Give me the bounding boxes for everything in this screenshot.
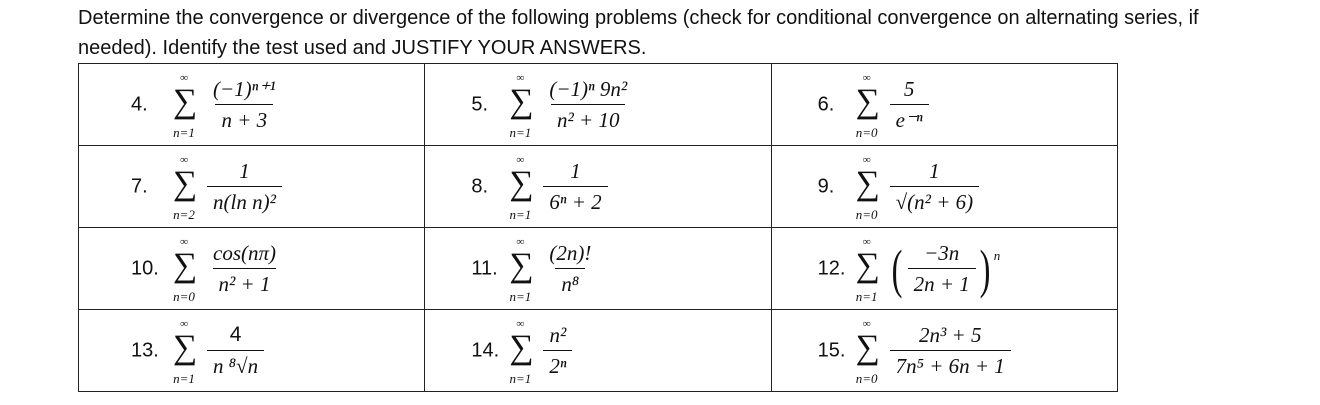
- series-expression: [854, 68, 929, 141]
- upper-limit: ∞: [862, 235, 871, 248]
- left-paren-icon: (: [891, 238, 903, 299]
- right-paren-icon: ): [979, 238, 991, 299]
- problem-cell-10: [79, 228, 425, 310]
- problem-number: 15.: [817, 339, 846, 361]
- problem-number: 4.: [131, 93, 148, 115]
- upper-limit: ∞: [516, 71, 525, 84]
- upper-limit: ∞: [516, 153, 525, 166]
- numerator: n²: [549, 323, 567, 347]
- denominator: n ⁸√n: [207, 350, 264, 379]
- lower-limit: n=1: [509, 370, 532, 386]
- problem-number: 8.: [471, 175, 489, 197]
- denominator: n⁸: [555, 268, 585, 297]
- lower-limit: n=1: [855, 288, 878, 304]
- sigma-icon: ∑: [509, 328, 534, 366]
- fraction: [207, 158, 282, 215]
- lower-limit: n=1: [509, 288, 532, 304]
- sigma-icon: ∑: [509, 246, 534, 284]
- problem-number: 7.: [131, 175, 148, 197]
- problem-number: 11.: [471, 257, 498, 279]
- upper-limit: ∞: [180, 153, 188, 166]
- sigma-symbol: [171, 70, 205, 140]
- numerator: 1: [239, 159, 250, 183]
- problem-number: 12.: [817, 257, 846, 279]
- problem-cell-5: [425, 64, 771, 146]
- sigma-icon: ∑: [509, 82, 534, 120]
- problem-cell-9: [771, 146, 1117, 228]
- lower-limit: n=1: [173, 370, 195, 386]
- numerator: 2n³ + 5: [919, 323, 982, 347]
- upper-limit: ∞: [862, 71, 871, 84]
- problem-cell-11: [425, 228, 771, 310]
- numerator: −3n: [924, 241, 960, 265]
- series-expression: [171, 314, 264, 387]
- problem-cell-6: [771, 64, 1117, 146]
- denominator: 7n⁵ + 6n + 1: [890, 350, 1011, 379]
- table-row: [79, 310, 1118, 392]
- fraction: [543, 240, 597, 297]
- problem-cell-14: [425, 310, 771, 392]
- series-expression: [171, 68, 282, 141]
- numerator: (2n)!: [549, 241, 592, 265]
- sigma-symbol: [507, 234, 541, 304]
- problems-table: [78, 63, 1118, 392]
- series-expression: [507, 232, 597, 305]
- series-expression: [507, 68, 633, 141]
- problem-number: 14.: [471, 339, 500, 361]
- series-expression: [854, 232, 1001, 305]
- problem-number: 6.: [817, 93, 835, 115]
- problem-number: 9.: [817, 175, 835, 197]
- series-expression: [171, 232, 282, 305]
- fraction: [207, 76, 282, 133]
- sigma-icon: ∑: [855, 82, 880, 120]
- denominator: 6ⁿ + 2: [543, 186, 607, 215]
- denominator: n + 3: [215, 104, 273, 133]
- upper-limit: ∞: [180, 71, 188, 84]
- table-row: [79, 146, 1118, 228]
- denominator: 2ⁿ: [543, 350, 572, 379]
- upper-limit: ∞: [516, 235, 525, 248]
- fraction: [543, 322, 572, 379]
- lower-limit: n=0: [855, 206, 878, 222]
- numerator: 1: [570, 159, 581, 183]
- instructions-text: Determine the convergence or divergence of the following problems (check for conditional convergence on alternating series, if needed). Identify the test used and JUSTIFY YOUR ANSWERS.: [78, 7, 1199, 59]
- fraction: [890, 158, 979, 215]
- problem-cell-7: [79, 146, 425, 228]
- denominator: n² + 10: [551, 104, 625, 133]
- series-expression: [507, 314, 572, 387]
- lower-limit: n=1: [509, 124, 532, 140]
- denominator: √(n² + 6): [890, 186, 979, 215]
- lower-limit: n=1: [173, 124, 195, 140]
- fraction: [890, 76, 929, 133]
- problem-cell-13: [79, 310, 425, 392]
- upper-limit: ∞: [862, 317, 871, 330]
- sigma-icon: ∑: [509, 164, 534, 202]
- sigma-symbol: [854, 316, 888, 386]
- numerator: (−1)ⁿ⁺¹: [213, 77, 276, 101]
- problem-cell-8: [425, 146, 771, 228]
- series-expression: [507, 150, 607, 223]
- lower-limit: n=0: [855, 370, 878, 386]
- problem-number: 5.: [471, 93, 489, 115]
- lower-limit: n=1: [509, 206, 532, 222]
- problem-number: 10.: [131, 257, 159, 279]
- sigma-symbol: [854, 152, 888, 222]
- table-row: [79, 64, 1118, 146]
- upper-limit: ∞: [180, 317, 188, 330]
- problem-cell-15: [771, 310, 1117, 392]
- sigma-icon: ∑: [173, 82, 198, 120]
- denominator: 2n + 1: [908, 268, 976, 297]
- sigma-icon: ∑: [173, 164, 198, 202]
- sigma-icon: ∑: [173, 328, 198, 366]
- series-expression: [171, 150, 282, 223]
- problem-cell-4: [79, 64, 425, 146]
- sigma-symbol: [854, 70, 888, 140]
- problem-number: 13.: [131, 339, 159, 361]
- lower-limit: n=2: [173, 206, 195, 222]
- upper-limit: ∞: [862, 153, 871, 166]
- sigma-symbol: [171, 316, 205, 386]
- lower-limit: n=0: [173, 288, 195, 304]
- sigma-symbol: [507, 152, 541, 222]
- sigma-symbol: [507, 70, 541, 140]
- numerator: (−1)ⁿ 9n²: [549, 77, 628, 101]
- sigma-symbol: [171, 152, 205, 222]
- numerator: 4: [229, 323, 242, 346]
- problem-cell-12: [771, 228, 1117, 310]
- fraction: [908, 240, 976, 297]
- denominator: n² + 1: [213, 268, 277, 297]
- numerator: 1: [929, 159, 940, 183]
- fraction: [543, 158, 607, 215]
- parenthesized-term: [888, 240, 1001, 297]
- numerator: cos(nπ): [213, 241, 276, 265]
- outer-exponent: n: [993, 248, 1001, 263]
- series-expression: [854, 150, 979, 223]
- fraction: [890, 322, 1011, 379]
- fraction: [207, 322, 264, 379]
- fraction: [207, 240, 282, 297]
- denominator: n(ln n)²: [207, 186, 282, 215]
- table-row: [79, 228, 1118, 310]
- sigma-icon: ∑: [173, 246, 198, 284]
- denominator: e⁻ⁿ: [890, 104, 929, 133]
- upper-limit: ∞: [180, 235, 188, 248]
- fraction: [543, 76, 633, 133]
- upper-limit: ∞: [516, 317, 525, 330]
- sigma-icon: ∑: [855, 328, 880, 366]
- sigma-icon: ∑: [855, 246, 880, 284]
- lower-limit: n=0: [855, 124, 878, 140]
- sigma-symbol: [507, 316, 541, 386]
- series-expression: [854, 314, 1011, 387]
- sigma-symbol: [854, 234, 888, 304]
- numerator: 5: [903, 77, 915, 101]
- sigma-symbol: [171, 234, 205, 304]
- sigma-icon: ∑: [855, 164, 880, 202]
